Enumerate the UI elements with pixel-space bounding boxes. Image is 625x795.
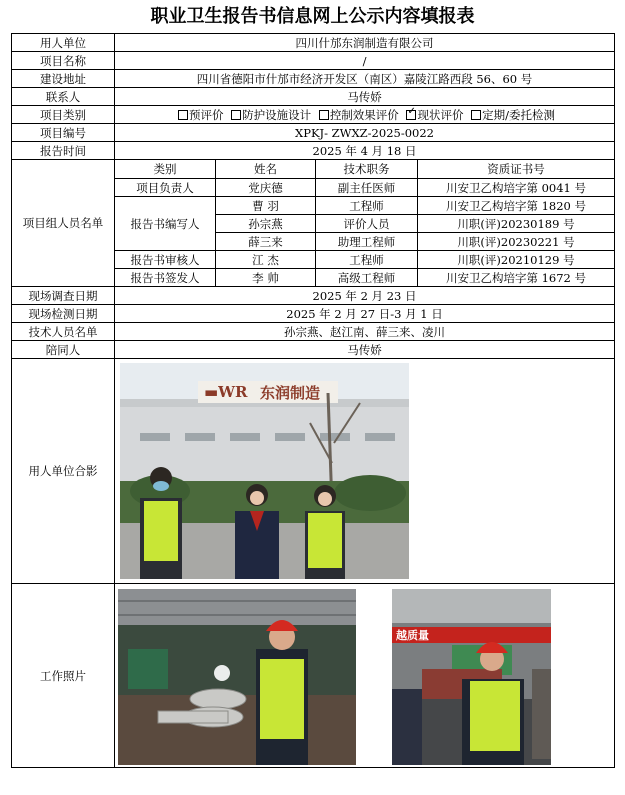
project-no-label: 项目编号	[12, 124, 115, 142]
project-name-label: 项目名称	[12, 52, 115, 70]
tech-staff-label: 技术人员名单	[12, 323, 115, 341]
banner-text: 越质量	[396, 629, 429, 642]
survey-date-value: 2025 年 2 月 23 日	[115, 287, 615, 305]
member-name: 孙宗燕	[216, 215, 316, 233]
checkbox-icon[interactable]	[406, 110, 416, 120]
team-label: 项目组人员名单	[12, 160, 115, 287]
company-sign-text: 东润制造	[260, 384, 321, 402]
member-cert: 川职(评)20230221 号	[418, 233, 615, 251]
member-name: 党庆德	[216, 179, 316, 197]
work-photo-left	[118, 589, 356, 765]
address-label: 建设地址	[12, 70, 115, 88]
project-name-value: /	[115, 52, 615, 70]
tech-staff-value: 孙宗燕、赵江南、薛三来、凌川	[115, 323, 615, 341]
team-header-name: 姓名	[216, 160, 316, 179]
svg-text:▬WR: ▬WR	[204, 383, 248, 401]
address-value: 四川省德阳市什邡市经济开发区（南区）嘉陵江路西段 56、60 号	[115, 70, 615, 88]
row-employer	[12, 34, 615, 52]
option-pre-evaluation: 预评价	[189, 107, 224, 122]
work-photos-cell	[115, 584, 615, 768]
page-title: 职业卫生报告书信息网上公示内容填报表	[150, 6, 475, 27]
member-title: 副主任医师	[316, 179, 418, 197]
project-no-value: XPKJ- ZWXZ-2025-0022	[115, 124, 615, 142]
member-name: 曹 羽	[216, 197, 316, 215]
member-cert: 川安卫乙构培字第 0041 号	[418, 179, 615, 197]
row-group-photo	[12, 359, 615, 584]
group-photo	[120, 363, 409, 579]
row-category	[12, 106, 615, 124]
row-report-date	[12, 142, 615, 160]
option-status-evaluation: 现状评价	[417, 107, 464, 122]
report-date-label: 报告时间	[12, 142, 115, 160]
row-escort	[12, 341, 615, 359]
role-signer: 报告书签发人	[115, 269, 216, 287]
row-tech-staff	[12, 323, 615, 341]
contact-value: 马传娇	[115, 88, 615, 106]
member-cert: 川职(评)20210129 号	[418, 251, 615, 269]
role-leader: 项目负责人	[115, 179, 216, 197]
member-cert: 川安卫乙构培字第 1820 号	[418, 197, 615, 215]
contact-label: 联系人	[12, 88, 115, 106]
category-label: 项目类别	[12, 106, 115, 124]
checkbox-icon[interactable]	[471, 110, 481, 120]
survey-date-label: 现场调查日期	[12, 287, 115, 305]
row-project-no	[12, 124, 615, 142]
member-title: 工程师	[316, 197, 418, 215]
row-project-name	[12, 52, 615, 70]
checkbox-icon[interactable]	[319, 110, 329, 120]
role-reviewer: 报告书审核人	[115, 251, 216, 269]
member-title: 助理工程师	[316, 233, 418, 251]
row-detection-date	[12, 305, 615, 323]
member-name: 薛三来	[216, 233, 316, 251]
row-work-photos	[12, 584, 615, 768]
team-header-category: 类别	[115, 160, 216, 179]
group-photo-cell	[115, 359, 615, 584]
form-table	[11, 33, 615, 768]
checkbox-icon[interactable]	[178, 110, 188, 120]
row-contact	[12, 88, 615, 106]
team-header-title: 技术职务	[316, 160, 418, 179]
team-header-row	[12, 160, 615, 179]
detection-date-label: 现场检测日期	[12, 305, 115, 323]
report-date-value: 2025 年 4 月 18 日	[115, 142, 615, 160]
member-cert: 川安卫乙构培字第 1672 号	[418, 269, 615, 287]
work-photo-right	[392, 589, 551, 765]
row-survey-date	[12, 287, 615, 305]
work-photos-label: 工作照片	[12, 584, 115, 768]
member-name: 李 帅	[216, 269, 316, 287]
escort-label: 陪同人	[12, 341, 115, 359]
checkbox-icon[interactable]	[231, 110, 241, 120]
member-title: 高级工程师	[316, 269, 418, 287]
role-writer: 报告书编写人	[115, 197, 216, 251]
option-protection-design: 防护设施设计	[242, 107, 312, 122]
employer-value: 四川什邡东润制造有限公司	[115, 34, 615, 52]
row-address	[12, 70, 615, 88]
employer-label: 用人单位	[12, 34, 115, 52]
member-title: 评价人员	[316, 215, 418, 233]
group-photo-label: 用人单位合影	[12, 359, 115, 584]
detection-date-value: 2025 年 2 月 27 日-3 月 1 日	[115, 305, 615, 323]
member-cert: 川职(评)20230189 号	[418, 215, 615, 233]
option-control-effect: 控制效果评价	[329, 107, 399, 122]
member-name: 江 杰	[216, 251, 316, 269]
escort-value: 马传娇	[115, 341, 615, 359]
option-periodic-detection: 定期/委托检测	[482, 107, 555, 122]
category-options	[115, 106, 615, 124]
team-header-cert: 资质证书号	[418, 160, 615, 179]
member-title: 工程师	[316, 251, 418, 269]
